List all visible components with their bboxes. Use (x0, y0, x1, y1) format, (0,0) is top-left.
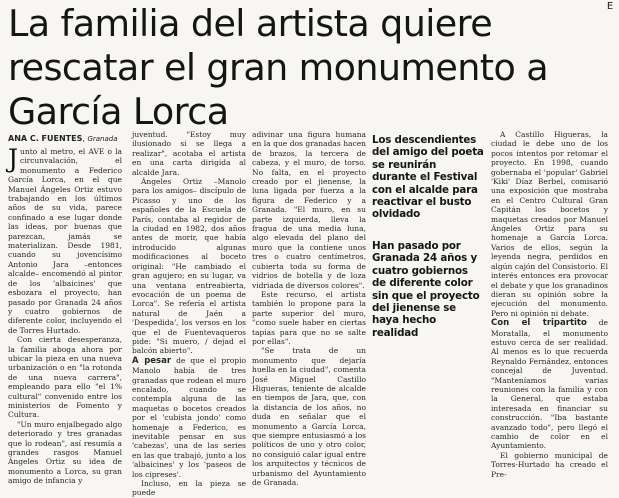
article-column-3 (252, 130, 366, 487)
byline-place: Granada (87, 135, 118, 143)
article-headline: La familia del artista quiere rescatar el gran monumento a García Lorca (8, 2, 548, 133)
pull-quote-2: Han pasado por Granada 24 años y cuatro gobiernos de diferente color sin que el proyecto del jienense se haya hecho realidad (372, 240, 480, 339)
paragraph (491, 318, 608, 451)
paragraph: Incluso, en la pieza se puede (132, 479, 246, 498)
paragraph: juventud. "Estoy muy ilusionado si se llega a realizar", acotaba el artista en una carta dirigida al alcalde Jara. (132, 130, 246, 177)
paragraph: adivinar una figura humana en la que dos granadas hacen de brazos, la tercera de cabeza, y el muro, de torso. No falta, en el proyecto creado por el jienense, la luna ligada por fuerza a la figura de Federico y a Granada. "El muro, en su parte izquierda, lleva la fragua de una media luna, algo elevada del plano del muro que la contiene unos tres o cuatro centímetros, cubierta toda su forma de vidrios de botella y de loza vidriada de diversos colores". (252, 130, 366, 290)
article-column-5 (491, 130, 608, 479)
paragraph (132, 356, 246, 479)
byline-author: ANA C. FUENTES (8, 134, 83, 143)
byline: ANA C. FUENTES, Granada (8, 134, 118, 143)
paragraph: A Castillo Higueras, la ciudad le debe uno de los pocos intentos por retomar el proyecto. En 1998, cuando gobernaba el 'popular' Gabriel 'Kiki' Díaz Berbel, comisarió una exposición que mostraba en el Centro Cultural Gran Capitán los bocetos y maquetas creados por Manuel Ángeles Ortiz para su homenaje a García Lorca. Varios de ellos, según la leyenda negra, perdidos en algún cajón del Consistorio. El interés entonces era provocar el debate y que los granadinos dieran su opinión sobre la ejecución del monumento. Pero ni opinión ni debate. (491, 130, 608, 318)
paragraph-text: de que el propio Manolo había de tres granadas que rodean el muro encalado, cuando se contempla alguna de las maquetas o bocetos creados por el 'cubista jondo' como homenaje a Federico, es inevitable pensar en sus 'cabezas', una de las series en las que trabajó, junto a los 'albaicines' y los 'paseos de los cipreses'. (132, 355, 246, 479)
paragraph: Este recurso, el artista también lo propone para la parte superior del muro, "como suele haber en ciertas tapias para que no se salte por ellas". (252, 289, 366, 346)
paragraph: Ángeles Ortiz –Manolo para los amigos– discípulo de Picasso y uno de los españoles de la Escuela de París, contaba al regidor de la ciudad en 1982, dos años antes de morir, que había introducido algunas modificaciones al boceto original: "He cambiado el gran agujero; en su lugar, va una ventana entreabierta, evocación de un poema de Lorca". Se refería el artista natural de Jaén a 'Despedida', los versos en los que el de Fuentevaqueros pide: "Si muero, / dejad el balcón abierto". (132, 177, 246, 356)
paragraph-text: de Moratalla, el monumento estuvo cerca de ser realidad. Al menos es lo que recuerda Reynaldo Fernández, entonces concejal de Juventud. "Manteníamos varias reuniones con la familia y con la General, que estaba interesada en financiar su construcción. "Iba bastante avanzado todo", pero llegó el cambio de color en el Ayuntamiento. (491, 318, 608, 451)
pull-quote-1: Los descendientes del amigo del poeta se reunirán durante el Festival con el alcalde para reactivar el busto olvidado (372, 134, 484, 221)
paragraph: "Se trata de un monumento que dejaría huella en la ciudad", comenta José Miguel Castillo Higueras, teniente de alcalde en tiempos de Jara, que, con la distancia de los años, no duda en señalar que el monumento a García Lorca, que siempre entusiasmó a los políticos de uno y otro color, no consiguió calar igual entre los arquitectos y técnicos de urbanismo del Ayuntamiento de Granada. (252, 346, 366, 488)
subhead: A pesar (132, 355, 172, 366)
paragraph: El gobierno municipal de Torres-Hurtado ha creado el Pre- (491, 450, 608, 479)
subhead: Con el tripartito (491, 318, 587, 329)
dropcap: J (8, 144, 19, 173)
article-column-2 (132, 130, 246, 498)
paragraph: Con cierta desesperanza, la familia aboga ahora por ubicar la pieza en una nueva urbanización o en "la rotonda de una nueva carrera", empleando para ello "el 1% cultural" convenido entre los ministerios de Fomento y Cultura. (8, 335, 122, 420)
paragraph (8, 144, 122, 335)
paragraph-text: unto al metro, el AVE o la circunvalación, el monumento a Federico García Lorca, en el que Manuel Ángeles Ortiz estuvo trabajando en los últimos años de su vida, parece confinado a ese lugar donde las ideas, por buenas que parezcan, jamás se materializan. Desde 1981, cuando su jovencísimo Antonio Jara –entonces alcalde– encomendó al pintor de los 'albaicines' que esbozara el proyecto, han pasado por Granada 24 años y cuatro gobiernos de diferente color, incluyendo el de Torres Hurtado. (8, 147, 122, 335)
paragraph: "Un muro enjalbegado algo deteriorado y tres granadas que lo rodean", así resumía a grandes rasgos Manuel Ángeles Ortiz su idea de monumento a Lorca, su gran amigo de infancia y (8, 419, 122, 486)
article-column-1 (8, 144, 122, 486)
section-corner-mark: E (606, 1, 614, 12)
